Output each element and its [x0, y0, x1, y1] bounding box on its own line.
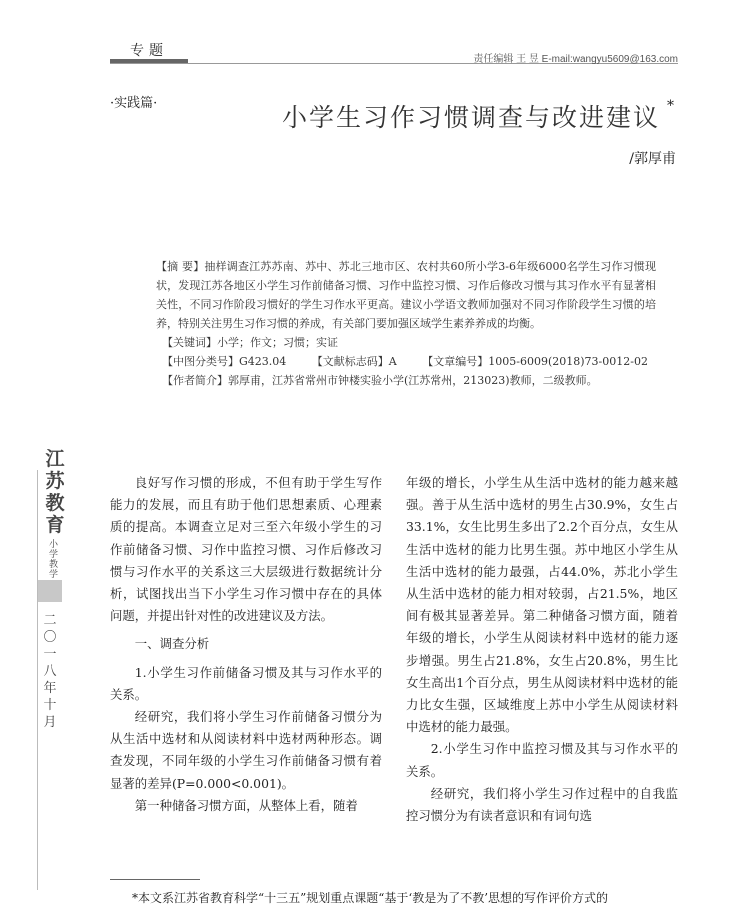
- section-heading: 一、调查分析: [134, 636, 210, 652]
- document-code: 【文献标志码】A: [311, 355, 397, 368]
- body-column-left: [110, 472, 382, 817]
- paragraph: 良好写作习惯的形成，不但有助于学生写作能力的发展，而且有助于他们思想素质、心理素质的提高。本调查立足对三至六年级小学生的习作前储备习惯、习作中监控习惯、习作后修改习惯与习作水平的关系这三大层级进行数据统计分析，试图找出当下小学生习作习惯中存在的具体问题，并提出针对性的改进建议及方法。: [110, 475, 382, 624]
- section-tag: ·实践篇·: [110, 96, 158, 111]
- column-tab: 专题: [130, 43, 168, 59]
- sidebar-rule: [37, 470, 38, 890]
- keywords-line: 【关键词】小学；作文；习惯；实证: [162, 336, 338, 349]
- journal-logo: 江苏教育: [45, 448, 65, 536]
- paragraph: 经研究，我们将小学生习作前储备习惯分为从生活中选材和从阅读材料中选材两种形态。调查发现，不同年级的小学生习作前储备习惯有着显著的差异(P=0.000<0.001)。: [110, 709, 382, 791]
- issue-date: 二〇一八年十月: [43, 613, 57, 730]
- footnote: *本文系江苏省教育科学“十三五”规划重点课题“基于‘教是为了不教’思想的写作评价方式的: [132, 891, 609, 905]
- subsection-heading: 2.小学生习作中监控习惯及其与习作水平的关系。: [406, 741, 678, 779]
- abstract-block: [156, 257, 656, 390]
- abstract-text: 【摘 要】抽样调查江苏苏南、苏中、苏北三地市区、农村共60所小学3-6年级6000名学生习作习惯现状，发现江苏各地区小学生习作前储备习惯、习作中监控习惯、习作后修改习惯与其习作水平有显著相关性，不同习作阶段习惯好的学生习作水平更高。建议小学语文教师加强对不同习作阶段学生习惯的培养，特别关注男生习作习惯的养成，有关部门要加强区域学生素养养成的均衡。: [156, 260, 656, 330]
- journal-subtitle: 小学教学: [49, 540, 59, 580]
- article-title: 小学生习作习惯调查与改进建议: [281, 103, 660, 132]
- article-author: /郭厚甫: [629, 151, 676, 167]
- editor-credit: 责任编辑 王 昱 E-mail:wangyu5609@163.com: [473, 54, 678, 65]
- clc-number: 【中图分类号】G423.04: [162, 355, 287, 368]
- title-footnote-mark: *: [667, 98, 674, 114]
- article-number: 【文章编号】1005-6009(2018)73-0012-02: [422, 355, 648, 368]
- subsection-heading: 1.小学生习作前储备习惯及其与习作水平的关系。: [110, 664, 382, 702]
- author-bio-line: 【作者简介】郭厚甫，江苏省常州市钟楼实验小学(江苏常州，213023)教师，二级教师。: [162, 374, 598, 387]
- footnote-rule: [110, 879, 200, 880]
- paragraph: 年级的增长，小学生从生活中选材的能力越来越强。善于从生活中选材的男生占30.9%，女生占33.1%，女生比男生多出了2.2个百分点，女生从生活中选材的能力比男生强。苏中地区小学生从生活中选材的能力最强，占44.0%，苏北小学生从生活中选材的能力相对较弱，占21.5%，地区间有极其显著差异。第二种储备习惯方面，随着年级的增长，小学生从阅读材料中选材的能力逐步增强。男生占21.8%，女生占20.8%，男生比女生高出1个百分点，男生从阅读材料中选材的能力比女生强，区域维度上苏中小学生从阅读材料中选材的能力最强。: [406, 475, 678, 735]
- paragraph: 经研究，我们将小学生习作过程中的自我监控习惯分为有读者意识和有词句选: [406, 785, 678, 824]
- body-column-right: [406, 472, 678, 827]
- paragraph: 第一种储备习惯方面，从整体上看，随着: [134, 797, 358, 813]
- classification-line: [156, 352, 656, 371]
- sidebar-grey-block: [38, 580, 62, 602]
